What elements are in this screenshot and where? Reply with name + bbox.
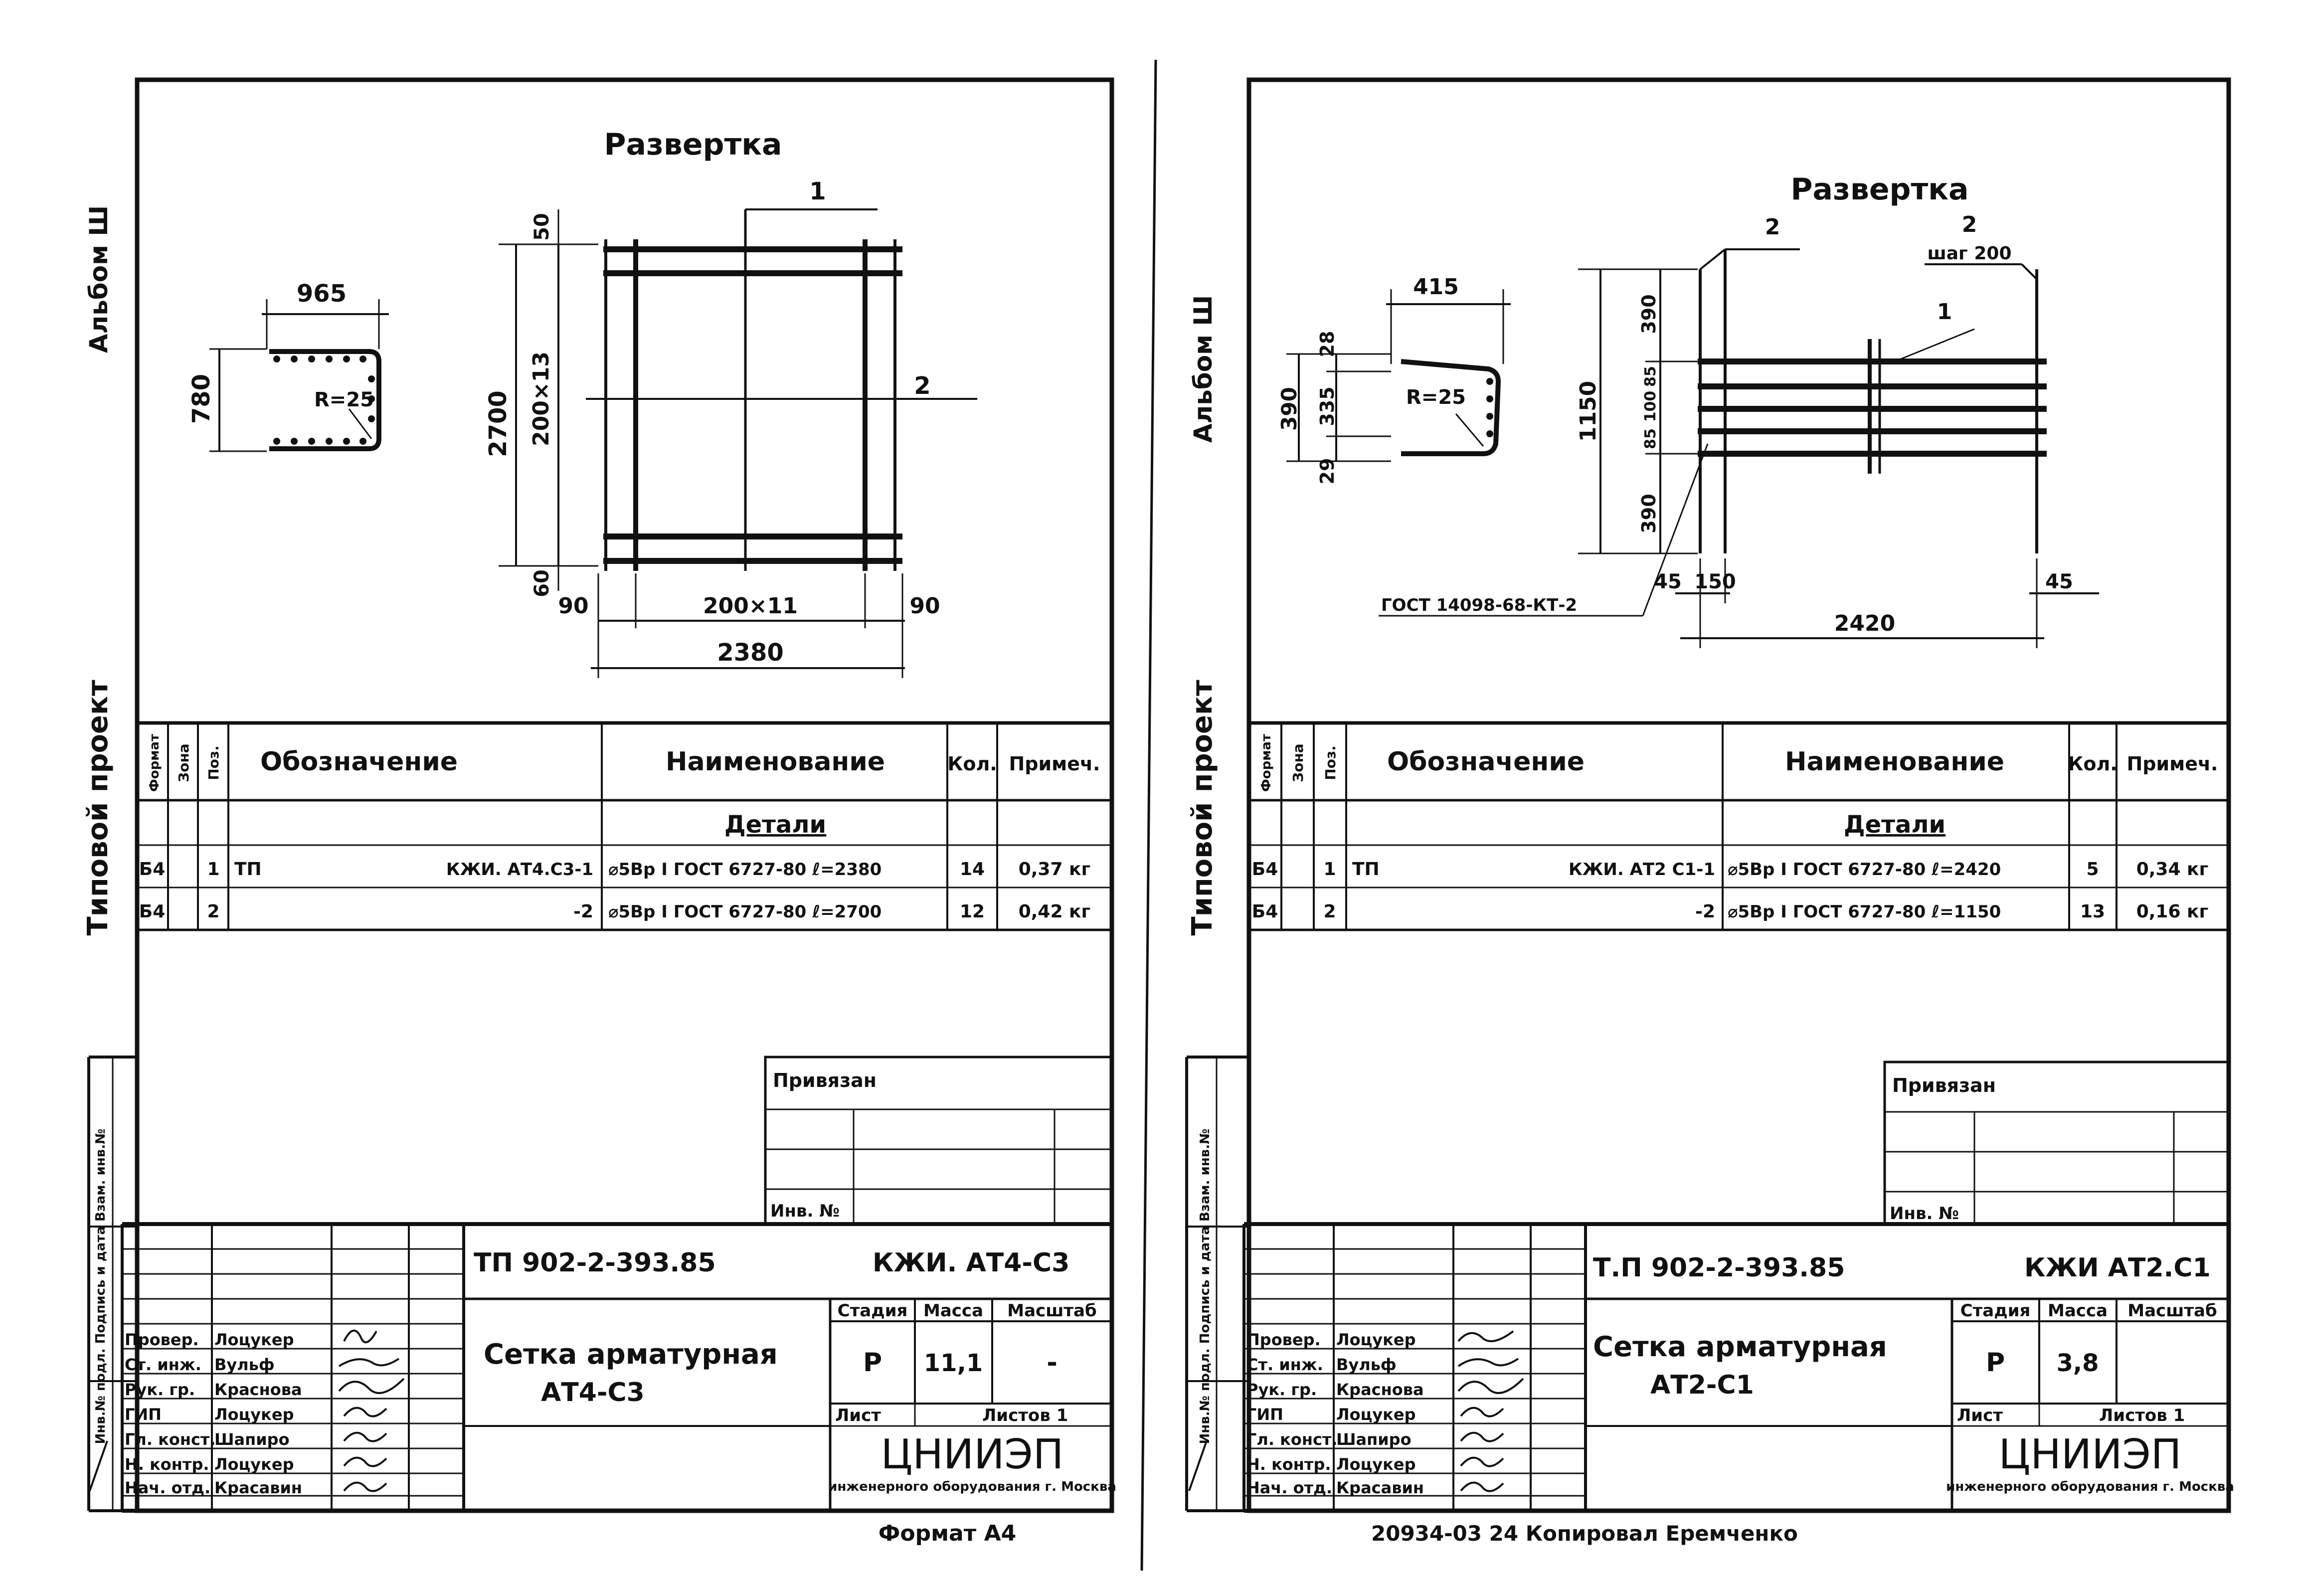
right-name-6: Красавин — [1336, 1478, 1424, 1497]
left-dim-780: 780 — [187, 373, 215, 424]
left-drawing-title: Развертка — [604, 127, 782, 162]
right-doc-mark: КЖИ АТ2.С1 — [2024, 1253, 2211, 1283]
right-stage: Р — [1985, 1348, 2005, 1378]
right-name-0: Лоцукер — [1336, 1330, 1416, 1349]
left-role-6: Нач. отд. — [125, 1478, 211, 1497]
right-footer: 20934-03 24 Копировал Еремченко — [1371, 1521, 1798, 1546]
left-role-4: Гл. конст. — [125, 1430, 216, 1449]
left-org-sub: инженерного оборудования г. Москва — [828, 1479, 1116, 1494]
left-row1-format: Б4 — [139, 859, 166, 880]
left-dim-90b: 90 — [909, 593, 940, 619]
left-format-label: Формат А4 — [878, 1521, 1017, 1546]
right-row2-designation: -2 — [1695, 901, 1715, 922]
left-sheets-header: Листов 1 — [982, 1406, 1068, 1425]
right-dim-2420: 2420 — [1834, 611, 1896, 636]
right-inv-label: Инв. № — [1890, 1204, 1959, 1224]
left-row2-designation: -2 — [573, 901, 593, 922]
left-hdr-format: Формат — [147, 733, 162, 792]
right-pos-1: 1 — [1937, 299, 1952, 325]
right-mass: 3,8 — [2056, 1349, 2099, 1377]
left-name-6: Красавин — [214, 1478, 302, 1497]
left-dim-965: 965 — [296, 280, 347, 308]
right-sheets-header: Листов 1 — [2099, 1406, 2185, 1425]
right-name-3: Лоцукер — [1336, 1405, 1416, 1424]
right-row1-name: ⌀5Вр I ГОСТ 6727-80 ℓ=2420 — [1728, 860, 2001, 880]
right-drawing-title: Развертка — [1790, 172, 1969, 207]
left-name-2: Краснова — [214, 1380, 302, 1399]
left-project-label: Типовой проект — [82, 680, 114, 936]
left-section-details: Детали — [724, 811, 827, 839]
left-dim-200x11: 200×11 — [703, 593, 798, 619]
right-sheet-header: Лист — [1957, 1406, 2003, 1425]
left-hdr-designation: Обозначение — [260, 747, 458, 777]
left-dim-90a: 90 — [558, 593, 589, 619]
right-album-label: Альбом Ш — [1189, 295, 1218, 443]
right-row2-name: ⌀5Вр I ГОСТ 6727-80 ℓ=1150 — [1728, 902, 2001, 922]
right-row2-format: Б4 — [1251, 901, 1278, 922]
right-dim-45b: 45 — [2045, 570, 2073, 593]
left-name-3: Лоцукер — [214, 1405, 294, 1424]
left-row1-name: ⌀5Вр I ГОСТ 6727-80 ℓ=2380 — [608, 860, 882, 880]
right-stamp-label: Инв.№ подл. Подпись и дата Взам. инв.№ — [1198, 1128, 1213, 1444]
left-role-2: Рук. гр. — [125, 1380, 195, 1399]
right-mass-header: Масса — [2047, 1301, 2108, 1321]
left-dim-60: 60 — [530, 569, 553, 597]
left-name-4: Шапиро — [214, 1430, 290, 1449]
left-stamp-label: Инв.№ подл. Подпись и дата Взам. инв.№ — [93, 1128, 108, 1444]
left-role-1: Ст. инж. — [125, 1355, 201, 1374]
right-product-mark: АТ2-С1 — [1650, 1370, 1754, 1400]
right-name-1: Вульф — [1336, 1355, 1397, 1374]
left-product-mark: АТ4-С3 — [541, 1378, 645, 1408]
right-row1-designation: КЖИ. АТ2 С1-1 — [1569, 860, 1715, 880]
right-section-details: Детали — [1843, 811, 1946, 839]
left-org: ЦНИИЭП — [881, 1431, 1064, 1478]
left-doc-mark: КЖИ. АТ4-С3 — [873, 1248, 1070, 1278]
right-role-5: Н. контр. — [1246, 1455, 1331, 1474]
right-dim-100: 100 — [1642, 390, 1659, 422]
right-radius: R=25 — [1406, 386, 1466, 409]
left-stage-header: Стадия — [837, 1301, 908, 1321]
right-hdr-name: Наименование — [1784, 747, 2005, 777]
right-dim-415: 415 — [1413, 274, 1459, 300]
left-dim-50: 50 — [530, 213, 553, 241]
right-dim-29: 29 — [1316, 458, 1338, 485]
right-hdr-designation: Обозначение — [1387, 747, 1585, 777]
right-role-2: Рук. гр. — [1246, 1380, 1317, 1399]
left-row2-pos: 2 — [207, 901, 220, 922]
right-dim-335: 335 — [1316, 386, 1338, 426]
left-dim-200x13: 200×13 — [529, 352, 554, 446]
right-row1-pos: 1 — [1323, 859, 1336, 880]
right-step-label: шаг 200 — [1927, 243, 2012, 264]
left-row2-name: ⌀5Вр I ГОСТ 6727-80 ℓ=2700 — [608, 902, 882, 922]
right-dim-150: 150 — [1694, 570, 1736, 593]
right-dim-85a: 85 — [1642, 366, 1659, 387]
right-product: Сетка арматурная — [1593, 1331, 1887, 1363]
left-row1-qty: 14 — [959, 859, 985, 880]
right-role-1: Ст. инж. — [1246, 1355, 1323, 1374]
left-row1-designation: КЖИ. АТ4.С3-1 — [446, 860, 593, 880]
left-pos-1: 1 — [809, 177, 826, 205]
right-row2-note: 0,16 кг — [2136, 901, 2209, 922]
right-dim-1150: 1150 — [1576, 380, 1601, 442]
right-hdr-note: Примеч. — [2126, 753, 2218, 775]
left-hdr-zone: Зона — [176, 743, 192, 782]
right-gost-label: ГОСТ 14098-68-КТ-2 — [1381, 595, 1578, 615]
left-role-0: Провер. — [125, 1330, 199, 1349]
left-hdr-name: Наименование — [665, 747, 885, 777]
left-row1-note: 0,37 кг — [1018, 859, 1091, 880]
left-inv-label: Инв. № — [770, 1201, 840, 1221]
right-scale-header: Масштаб — [2127, 1301, 2217, 1321]
left-hdr-qty: Кол. — [947, 753, 997, 775]
left-dim-2380: 2380 — [717, 639, 784, 667]
left-row1-pos: 1 — [207, 859, 220, 880]
right-org-sub: инженерного оборудования г. Москва — [1946, 1479, 2234, 1494]
left-radius: R=25 — [314, 388, 374, 411]
right-row2-pos: 2 — [1323, 901, 1336, 922]
right-pos-2b: 2 — [1961, 212, 1977, 237]
right-row1-format: Б4 — [1251, 859, 1278, 880]
left-pos-2: 2 — [914, 372, 931, 400]
left-row1-prefix: ТП — [234, 859, 262, 880]
left-row2-note: 0,42 кг — [1018, 901, 1091, 922]
left-product: Сетка арматурная — [484, 1338, 778, 1371]
right-stage-header: Стадия — [1960, 1301, 2031, 1321]
right-role-0: Провер. — [1246, 1330, 1321, 1349]
left-tied-label: Привязан — [773, 1069, 877, 1091]
left-mass: 11,1 — [923, 1349, 983, 1377]
left-name-0: Лоцукер — [214, 1330, 294, 1349]
left-hdr-note: Примеч. — [1009, 753, 1100, 775]
left-doc-code: ТП 902-2-393.85 — [474, 1248, 716, 1278]
left-row2-format: Б4 — [139, 901, 166, 922]
left-role-3: ГИП — [125, 1405, 162, 1424]
left-mass-header: Масса — [923, 1301, 984, 1321]
right-org: ЦНИИЭП — [1998, 1431, 2182, 1478]
right-hdr-format: Формат — [1259, 733, 1274, 792]
right-dim-85b: 85 — [1642, 428, 1659, 449]
right-row1-prefix: ТП — [1352, 859, 1380, 880]
right-name-4: Шапиро — [1336, 1430, 1412, 1449]
left-scale: - — [1047, 1348, 1058, 1378]
left-name-1: Вульф — [214, 1355, 275, 1374]
right-role-4: Гл. конст. — [1246, 1430, 1338, 1449]
right-dim-28: 28 — [1316, 331, 1338, 357]
right-project-label: Типовой проект — [1186, 680, 1219, 936]
right-row1-note: 0,34 кг — [2136, 859, 2209, 880]
right-tied-label: Привязан — [1892, 1074, 1996, 1096]
left-hdr-pos: Поз. — [205, 745, 222, 780]
right-dim-390: 390 — [1277, 387, 1301, 431]
left-role-5: Н. контр. — [125, 1455, 209, 1474]
right-hdr-pos: Поз. — [1322, 745, 1339, 780]
left-scale-header: Масштаб — [1007, 1301, 1097, 1321]
right-name-5: Лоцукер — [1336, 1455, 1416, 1474]
left-sheet-header: Лист — [835, 1406, 881, 1425]
left-row2-qty: 12 — [959, 901, 985, 922]
right-row1-qty: 5 — [2086, 859, 2099, 880]
right-dim-390a: 390 — [1638, 294, 1660, 334]
right-dim-390b: 390 — [1638, 494, 1660, 533]
left-dim-2700: 2700 — [484, 390, 512, 457]
right-dim-45a: 45 — [1654, 570, 1682, 593]
left-stage: Р — [863, 1348, 883, 1378]
right-row2-qty: 13 — [2080, 901, 2106, 922]
left-album-label: Альбом Ш — [84, 205, 113, 354]
right-doc-code: Т.П 902-2-393.85 — [1593, 1253, 1845, 1283]
right-hdr-zone: Зона — [1290, 743, 1306, 782]
right-role-6: Нач. отд. — [1246, 1478, 1333, 1497]
right-role-3: ГИП — [1246, 1405, 1283, 1424]
right-name-2: Краснова — [1336, 1380, 1424, 1399]
right-pos-2a: 2 — [1765, 214, 1780, 240]
right-hdr-qty: Кол. — [2068, 753, 2118, 775]
left-name-5: Лоцукер — [214, 1455, 294, 1474]
